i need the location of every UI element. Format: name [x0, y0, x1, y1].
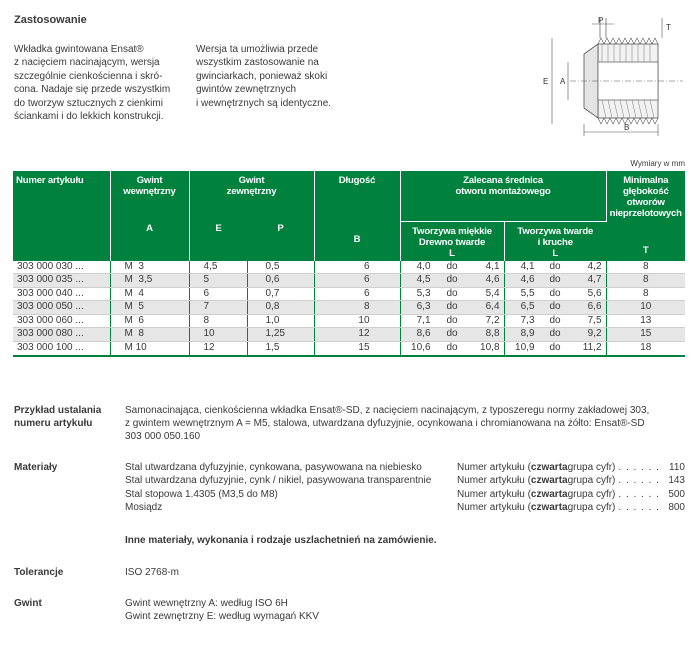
- cell-inner-thread: M 3,5: [110, 274, 189, 288]
- bore-range-cell: [400, 261, 504, 274]
- cell-article: 303 000 080 ...: [13, 328, 110, 342]
- cell-length: 6: [314, 287, 400, 301]
- thread-label: Gwint: [14, 598, 42, 609]
- cell-min-depth: 8: [606, 287, 685, 301]
- label-t: T: [666, 23, 671, 32]
- materials-note: Inne materiały, wykonania i rodzaje uszlachetnień na zamówienie.: [125, 535, 437, 546]
- material-description: Stal utwardzana dyfuzyjnie, cynkowana, pasywowana na niebiesko: [125, 462, 422, 473]
- intro-text-right: Wersja ta umożliwia przede wszystkim zastosowanie na gwinciarkach, ponieważ skoki gwintów zewnętrznych i wewnętrznych są identyczne.: [196, 44, 332, 109]
- material-row: [125, 488, 685, 501]
- material-code: 500: [668, 488, 685, 500]
- section-title: Zastosowanie: [14, 14, 87, 26]
- range-to: 9,2: [587, 328, 602, 340]
- cell-min-depth: 8: [606, 261, 685, 274]
- cell-outer-p: 0,5: [247, 261, 314, 274]
- range-word: do: [446, 287, 458, 299]
- bore-range-cell: [400, 287, 504, 301]
- table-row: [13, 328, 685, 342]
- bore-range-cell: [504, 314, 606, 328]
- cell-article: 303 000 050 ...: [13, 301, 110, 315]
- cell-outer-e: 7: [189, 301, 247, 315]
- material-code: 143: [668, 475, 685, 487]
- range-to: 5,4: [485, 287, 500, 299]
- header-article: Numer artykułu: [13, 171, 110, 261]
- cell-min-depth: 8: [606, 274, 685, 288]
- range-to: 7,5: [587, 314, 602, 326]
- table-row: [13, 301, 685, 315]
- cell-length: 10: [314, 314, 400, 328]
- range-word: do: [446, 342, 458, 354]
- range-word: do: [549, 274, 561, 286]
- table-row: [13, 274, 685, 288]
- cell-inner-thread: M 5: [110, 301, 189, 315]
- range-from: 4,1: [520, 260, 535, 272]
- cell-inner-thread: M 8: [110, 328, 189, 342]
- range-from: 4,0: [416, 260, 431, 272]
- bore-range-cell: [504, 328, 606, 342]
- material-description: Stal utwardzana dyfuzyjnie, cynk / nikiel, pasywowana transparentnie: [125, 475, 432, 487]
- materials-list: [125, 461, 685, 515]
- bore-range-cell: [400, 301, 504, 315]
- range-to: 6,6: [587, 301, 602, 313]
- header-bore-soft: Tworzywa miękkie Drewno twarde L: [400, 221, 504, 261]
- bore-range-cell: [504, 261, 606, 274]
- cell-length: 12: [314, 328, 400, 342]
- material-row: [125, 474, 685, 487]
- cell-outer-e: 10: [189, 328, 247, 342]
- bore-range-cell: [400, 342, 504, 356]
- cell-outer-p: 1,5: [247, 342, 314, 356]
- range-from: 10,9: [515, 342, 535, 354]
- range-to: 10,8: [480, 342, 500, 354]
- range-from: 7,3: [520, 314, 535, 326]
- range-word: do: [549, 301, 561, 313]
- material-code: 800: [668, 502, 685, 514]
- material-reference: Numer artykułu ( czwarta grupa cyfr) . . . . . . 143: [457, 475, 685, 487]
- range-word: do: [549, 328, 561, 340]
- header-outer-thread: Gwint zewnętrzny E P: [189, 171, 314, 261]
- cell-outer-p: 0,8: [247, 301, 314, 315]
- range-to: 8,8: [485, 328, 500, 340]
- material-reference: Numer artykułu ( czwarta grupa cyfr) . . . . . . 500: [457, 488, 685, 500]
- cell-inner-thread: M 10: [110, 342, 189, 356]
- table-row: [13, 287, 685, 301]
- cell-min-depth: 15: [606, 328, 685, 342]
- header-min-depth: Minimalna głębokość otworów nieprzelotowych T: [606, 171, 685, 261]
- material-reference: Numer artykułu ( czwarta grupa cyfr) . . . . . . 800: [457, 502, 685, 514]
- range-to: 6,4: [485, 301, 500, 313]
- cell-outer-e: 6: [189, 287, 247, 301]
- cell-length: 8: [314, 301, 400, 315]
- table-row: [13, 342, 685, 356]
- thread-value: Gwint wewnętrzny A: według ISO 6H Gwint zewnętrzny E: według wymagań KKV: [125, 598, 319, 622]
- cell-inner-thread: M 3: [110, 261, 189, 274]
- cell-outer-e: 4,5: [189, 261, 247, 274]
- range-word: do: [549, 260, 561, 272]
- range-word: do: [446, 301, 458, 313]
- cell-outer-e: 5: [189, 274, 247, 288]
- table-row: [13, 261, 685, 274]
- range-word: do: [549, 314, 561, 326]
- bore-range-cell: [400, 274, 504, 288]
- label-b: B: [624, 123, 630, 132]
- range-word: do: [549, 287, 561, 299]
- bore-range-cell: [504, 274, 606, 288]
- cell-article: 303 000 035 ...: [13, 274, 110, 288]
- range-from: 5,3: [416, 287, 431, 299]
- range-from: 4,5: [416, 274, 431, 286]
- cell-inner-thread: M 4: [110, 287, 189, 301]
- range-to: 4,6: [485, 274, 500, 286]
- cell-length: 6: [314, 274, 400, 288]
- range-from: 10,6: [411, 342, 431, 354]
- range-to: 7,2: [485, 314, 500, 326]
- cell-article: 303 000 100 ...: [13, 342, 110, 356]
- range-to: 11,2: [582, 342, 602, 354]
- cell-article: 303 000 060 ...: [13, 314, 110, 328]
- range-to: 4,2: [587, 260, 602, 272]
- cell-length: 15: [314, 342, 400, 356]
- material-description: Stal stopowa 1.4305 (M3,5 do M8): [125, 488, 278, 500]
- bore-range-cell: [504, 301, 606, 315]
- material-description: Mosiądz: [125, 502, 163, 514]
- specification-table: [13, 171, 685, 357]
- range-to: 4,7: [587, 274, 602, 286]
- material-row: [125, 501, 685, 514]
- header-bore-diameter: Zalecana średnica otworu montażowego: [400, 171, 606, 221]
- cell-outer-p: 1,0: [247, 314, 314, 328]
- range-to: 5,6: [587, 287, 602, 299]
- label-e: E: [543, 77, 549, 86]
- cell-min-depth: 18: [606, 342, 685, 356]
- cell-outer-p: 1,25: [247, 328, 314, 342]
- units-note: Wymiary w mm: [630, 159, 685, 168]
- tolerance-value: ISO 2768-m: [125, 567, 179, 578]
- range-from: 8,9: [520, 328, 535, 340]
- cell-inner-thread: M 6: [110, 314, 189, 328]
- range-word: do: [446, 274, 458, 286]
- header-length: Długość B: [314, 171, 400, 261]
- label-p: P: [598, 16, 604, 25]
- range-from: 4,6: [520, 274, 535, 286]
- cell-length: 6: [314, 261, 400, 274]
- cell-outer-e: 12: [189, 342, 247, 356]
- range-from: 7,1: [416, 314, 431, 326]
- range-word: do: [446, 328, 458, 340]
- material-row: [125, 461, 685, 474]
- header-inner-thread: Gwint wewnętrzny A: [110, 171, 189, 261]
- spec-table-body: [13, 261, 685, 356]
- bore-range-cell: [400, 328, 504, 342]
- cell-article: 303 000 040 ...: [13, 287, 110, 301]
- cell-min-depth: 10: [606, 301, 685, 315]
- example-label: Przykład ustalania numeru artykułu: [14, 405, 102, 429]
- insert-technical-drawing: [540, 14, 685, 139]
- range-word: do: [446, 314, 458, 326]
- cell-outer-e: 8: [189, 314, 247, 328]
- range-to: 4,1: [485, 260, 500, 272]
- range-from: 5,5: [520, 287, 535, 299]
- table-row: [13, 314, 685, 328]
- example-text: Samonacinająca, cienkościenna wkładka Ensat®-SD, z nacięciem nacinającym, z typoszeregu normy zakładowej 303, z gwintem wewnętrznym A = M5, stalowa, utwardzana dyfuzyjnie, ocynkowana i chromianowana na żółto: Ensat®-SD 303 000 050.160: [125, 405, 650, 442]
- cell-outer-p: 0,6: [247, 274, 314, 288]
- cell-article: 303 000 030 ...: [13, 261, 110, 274]
- bore-range-cell: [400, 314, 504, 328]
- bore-range-cell: [504, 287, 606, 301]
- header-bore-hard: Tworzywa twarde i kruche L: [504, 221, 606, 261]
- cell-outer-p: 0,7: [247, 287, 314, 301]
- material-reference: Numer artykułu ( czwarta grupa cyfr) . . . . . . 110: [457, 462, 685, 473]
- range-word: do: [549, 342, 561, 354]
- materials-label: Materiały: [14, 462, 58, 473]
- cell-min-depth: 13: [606, 314, 685, 328]
- range-from: 6,5: [520, 301, 535, 313]
- range-word: do: [446, 260, 458, 272]
- label-a: A: [560, 77, 566, 86]
- material-code: 110: [669, 462, 685, 473]
- bore-range-cell: [504, 342, 606, 356]
- intro-text-left: Wkładka gwintowana Ensat® z nacięciem nacinającym, wersja szczególnie cienkościenna i skró- cona. Nadaje się przede wszystkim do tworzyw sztucznych z cienkimi ściankami i do lekkich konstrukcji.: [14, 44, 171, 123]
- tolerance-label: Tolerancje: [14, 567, 64, 578]
- range-from: 8,6: [416, 328, 431, 340]
- range-from: 6,3: [416, 301, 431, 313]
